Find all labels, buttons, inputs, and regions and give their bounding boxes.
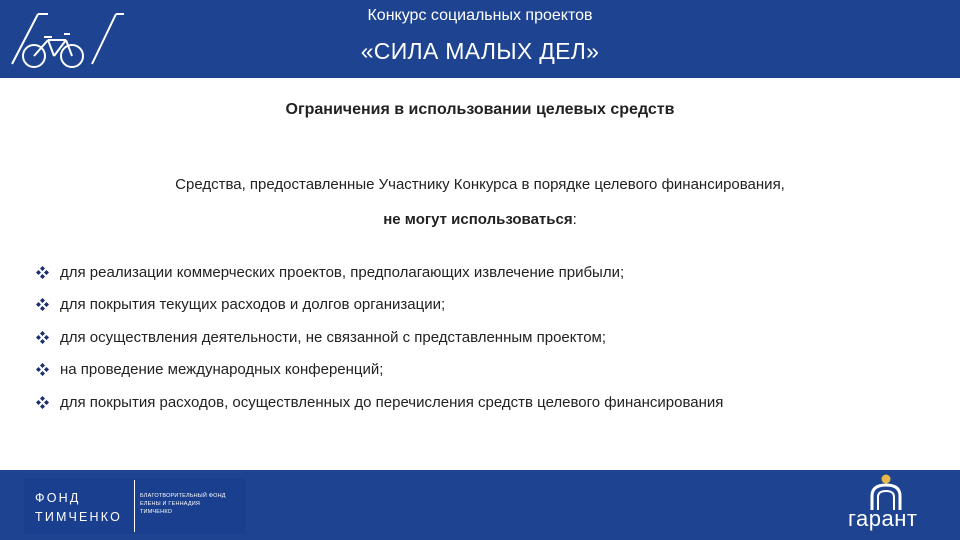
list-item-text: на проведение международных конференций;: [60, 361, 384, 379]
diamond-bullet-icon: [36, 298, 49, 311]
list-item-text: для осуществления деятельности, не связанной с представленным проектом;: [60, 328, 607, 346]
list-item-text: для покрытия текущих расходов и долгов организации;: [60, 296, 446, 314]
list-item: [36, 256, 723, 289]
fund-logo-divider: [134, 480, 135, 532]
list-item: [36, 386, 723, 419]
diamond-bullet-icon: [36, 363, 49, 376]
diamond-bullet-icon: [36, 331, 49, 344]
list-item: [36, 354, 723, 387]
list-item: [36, 321, 723, 354]
emphasis-line: [0, 211, 960, 228]
header-title: «СИЛА МАЛЫХ ДЕЛ»: [360, 38, 600, 64]
slide-title: Ограничения в использовании целевых средств: [285, 101, 675, 118]
diamond-bullet-icon: [36, 266, 49, 279]
header-band: [0, 0, 960, 78]
fund-description: БЛАГОТВОРИТЕЛЬНЫЙ ФОНД ЕЛЕНЫ И ГЕННАДИЯ ТИМЧЕНКО: [140, 493, 226, 515]
list-item-text: для покрытия расходов, осуществленных до перечисления средств целевого финансирования: [60, 393, 724, 411]
restrictions-list: [36, 256, 723, 419]
header-subtitle: Конкурс социальных проектов: [367, 7, 593, 24]
intro-text: Средства, предоставленные Участнику Конкурса в порядке целевого финансирования,: [175, 176, 785, 193]
emphasis-tail: :: [572, 211, 577, 228]
list-item: [36, 289, 723, 322]
fund-name: ФОНД ТИМЧЕНКО: [35, 491, 123, 524]
list-item-text: для реализации коммерческих проектов, предполагающих извлечение прибыли;: [60, 263, 625, 281]
diamond-bullet-icon: [36, 396, 49, 409]
emphasis-text: не могут использоваться: [383, 211, 573, 228]
partner-name: гарант: [848, 506, 918, 531]
